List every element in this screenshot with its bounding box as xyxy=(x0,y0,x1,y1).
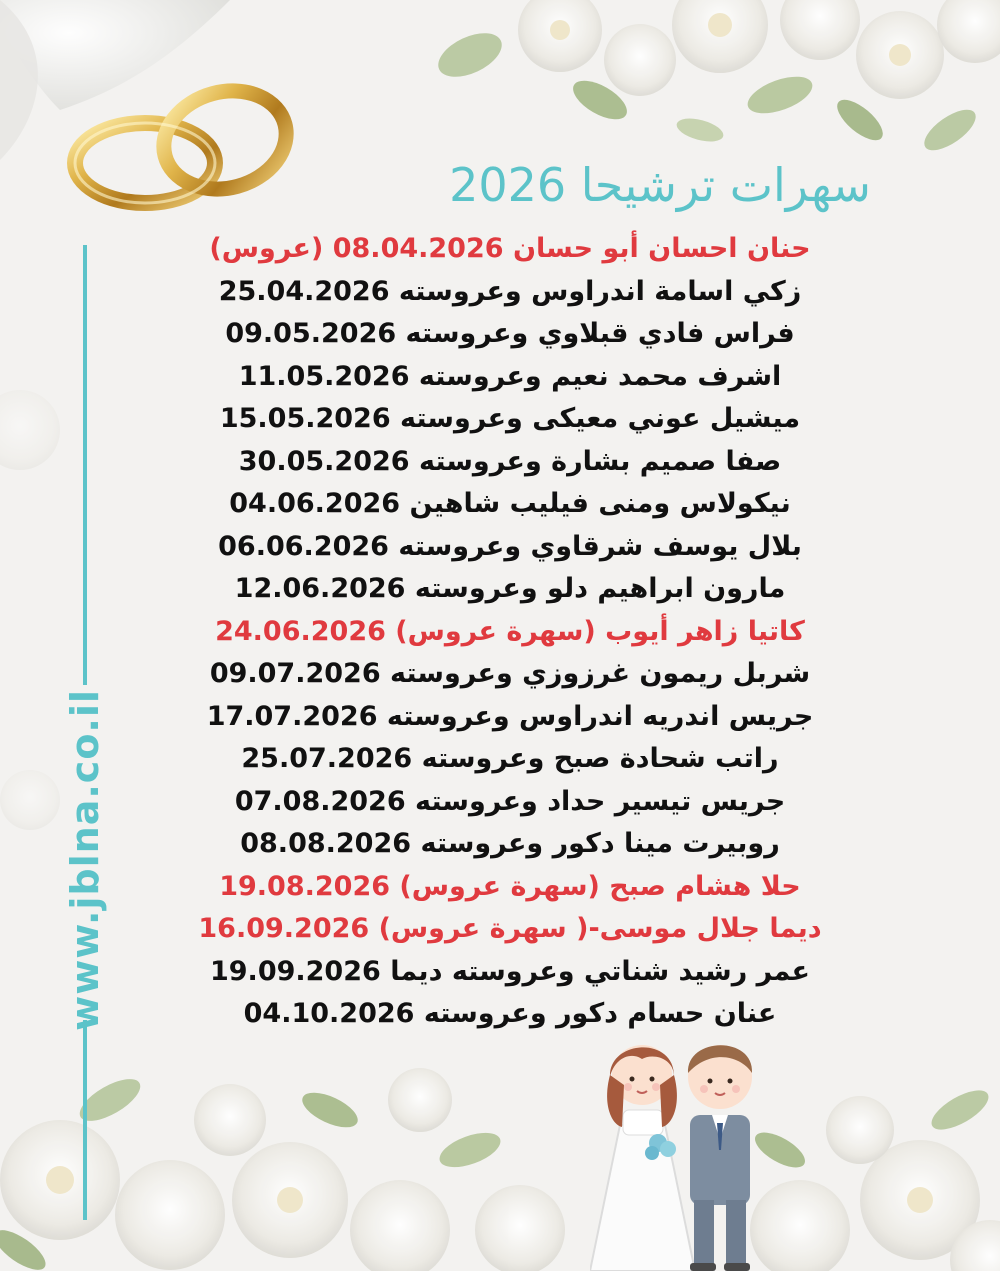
events-list xyxy=(180,228,840,1036)
event-entry: مارون ابراهيم دلو وعروسته 12.06.2026 xyxy=(234,573,786,604)
event-entry: شربل ريمون غرزوزي وعروسته 09.07.2026 xyxy=(209,658,811,689)
event-entry: اشرف محمد نعيم وعروسته 11.05.2026 xyxy=(238,360,782,392)
event-entry: روبيرت مينا دكور وعروسته 08.08.2026 xyxy=(240,828,780,859)
event-entry: حنان احسان أبو حسان 08.04.2026 (عروس) xyxy=(209,233,811,264)
event-entry: فراس فادي قبلاوي وعروسته 09.05.2026 xyxy=(225,318,795,349)
couple-illustration xyxy=(590,1015,790,1271)
event-entry: صفا صميم بشارة وعروسته 30.05.2026 xyxy=(238,445,782,477)
event-entry: كاتيا زاهر أيوب (سهرة عروس) 24.06.2026 xyxy=(215,615,805,647)
divider-line-top xyxy=(83,245,87,685)
event-entry: حلا هشام صبح (سهرة عروس) 19.08.2026 xyxy=(219,870,801,902)
event-entry: ميشيل عوني معيكى وعروسته 15.05.2026 xyxy=(219,403,801,434)
page-title: سهرات ترشيحا 2026 xyxy=(449,158,871,212)
website-link[interactable]: www.jblna.co.il xyxy=(63,689,107,1031)
event-entry: بلال يوسف شرقاوي وعروسته 06.06.2026 xyxy=(218,530,802,562)
event-entry: عمر رشيد شناتي وعروسته ديما 19.09.2026 xyxy=(209,955,811,987)
wedding-rings-icon xyxy=(60,75,310,225)
event-entry: عنان حسام دكور وعروسته 04.10.2026 xyxy=(243,998,777,1029)
event-entry: زكي اسامة اندراوس وعروسته 25.04.2026 xyxy=(218,275,802,307)
event-entry: جريس تيسير حداد وعروسته 07.08.2026 xyxy=(234,785,786,817)
divider-line-bottom xyxy=(83,1020,87,1220)
event-entry: ديما جلال موسى-( سهرة عروس) 16.09.2026 xyxy=(198,913,822,944)
event-entry: راتب شحادة صبح وعروسته 25.07.2026 xyxy=(241,743,779,774)
event-entry: جريس اندريه اندراوس وعروسته 17.07.2026 xyxy=(206,700,814,732)
event-entry: نيكولاس ومنى فيليب شاهين 04.06.2026 xyxy=(229,488,791,519)
